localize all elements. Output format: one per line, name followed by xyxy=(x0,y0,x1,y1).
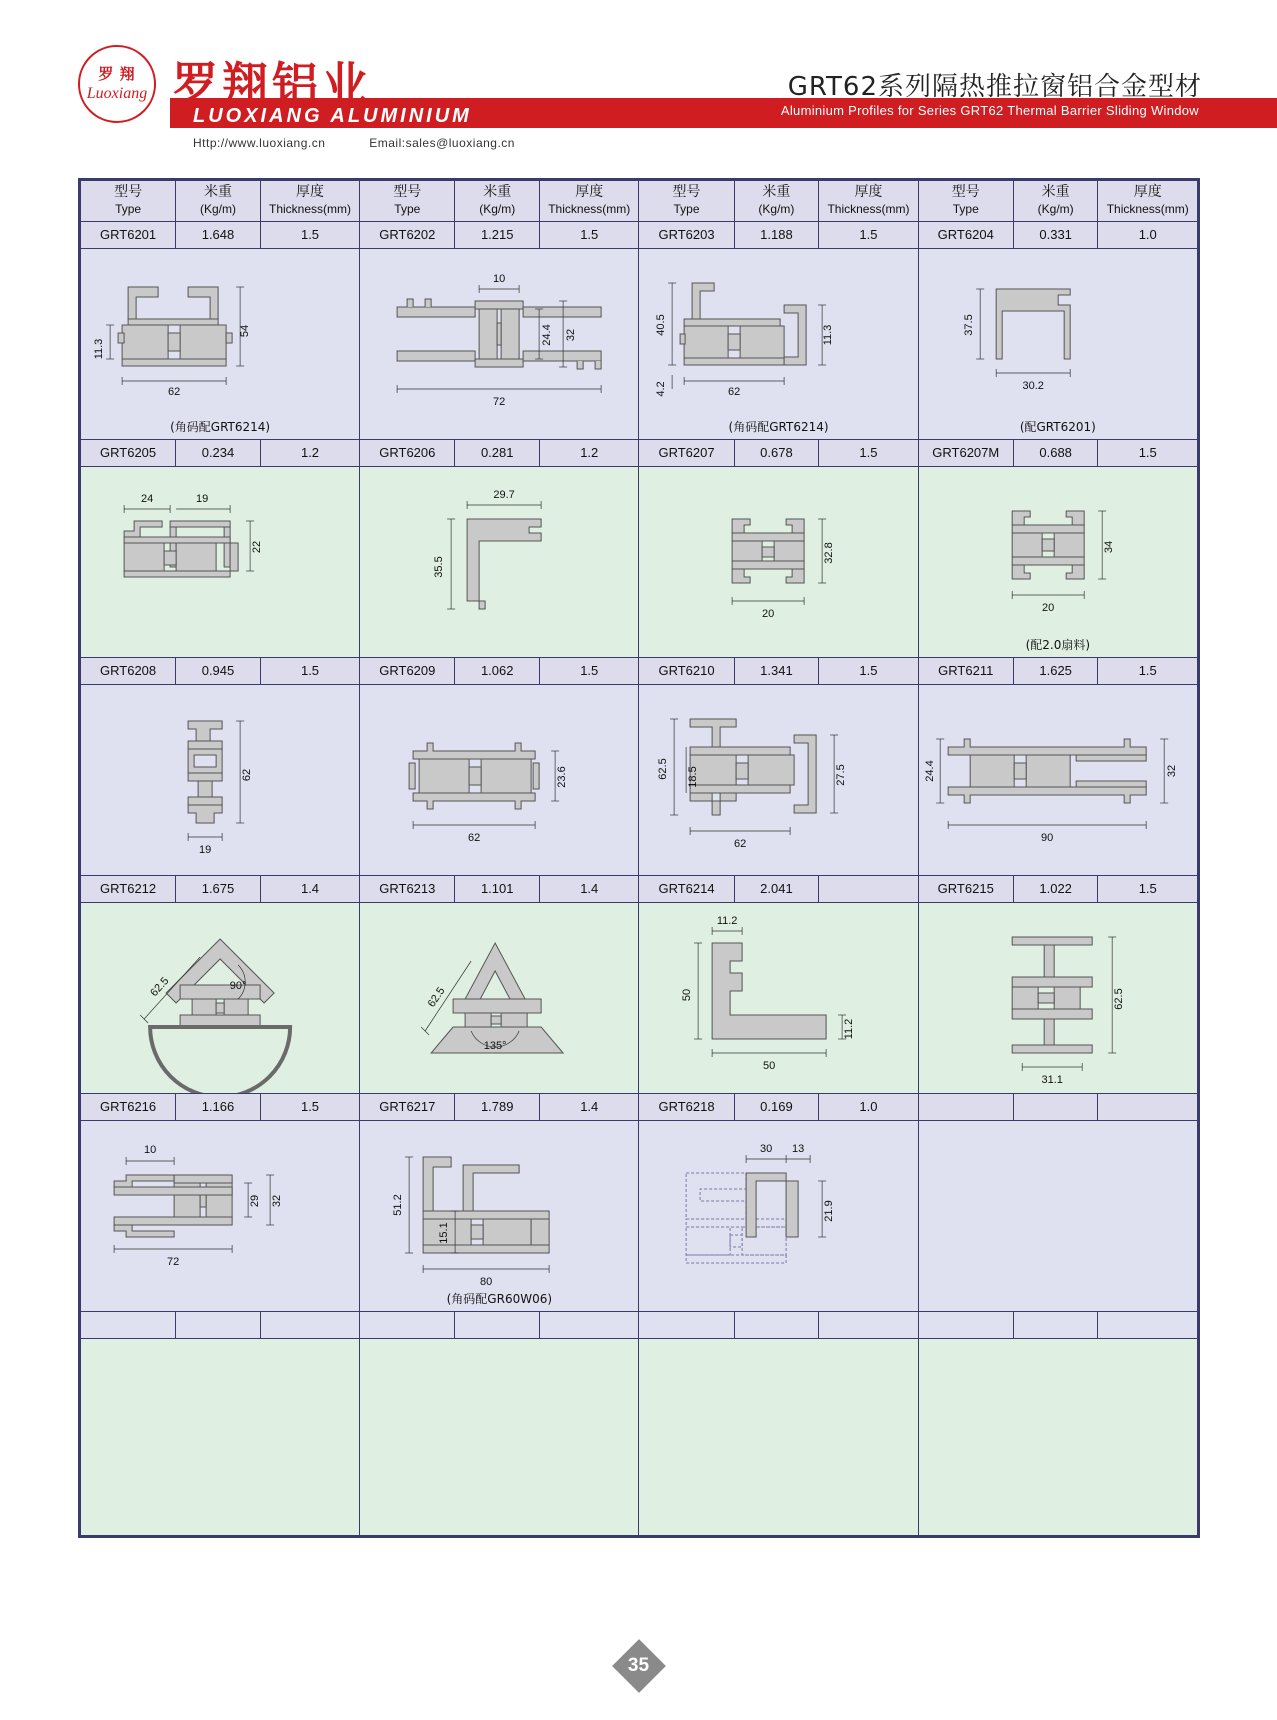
svg-text:90: 90 xyxy=(1040,831,1053,844)
svg-text:54: 54 xyxy=(239,324,252,337)
svg-text:19: 19 xyxy=(195,492,209,505)
header-type-en: Type xyxy=(115,201,142,216)
drawing-GRT6215 xyxy=(918,902,1197,1093)
svg-text:50: 50 xyxy=(763,1059,776,1072)
svg-text:62.5: 62.5 xyxy=(148,974,172,999)
svg-text:11.2: 11.2 xyxy=(717,914,738,927)
svg-text:51.2: 51.2 xyxy=(392,1193,405,1216)
cell-type-GRT6214: GRT6214 xyxy=(639,875,734,902)
company-name-en: LUOXIANG ALUMINIUM xyxy=(193,105,472,127)
svg-text:27.5: 27.5 xyxy=(835,763,848,786)
cell-thickness-GRT6205: 1.2 xyxy=(260,439,359,466)
blank-drawing-cell xyxy=(918,1338,1197,1535)
svg-text:62.5: 62.5 xyxy=(1112,987,1125,1010)
svg-text:18.5: 18.5 xyxy=(687,765,700,788)
svg-text:32: 32 xyxy=(565,328,578,341)
svg-text:10: 10 xyxy=(143,1143,157,1156)
header-thickness-cn: 厚度 xyxy=(296,184,324,200)
drawing-GRT6208 xyxy=(81,684,360,875)
cell-weight-GRT6203: 1.188 xyxy=(734,221,819,248)
svg-text:72: 72 xyxy=(166,1255,180,1268)
blank-cell xyxy=(1013,1311,1098,1338)
drawing-GRT6212 xyxy=(81,902,360,1093)
svg-text:62: 62 xyxy=(241,768,254,781)
svg-text:62.5: 62.5 xyxy=(657,757,670,780)
header-weight-4: 米重 (Kg/m) xyxy=(1013,181,1098,222)
cell-type-GRT6211: GRT6211 xyxy=(918,657,1013,684)
logo-text-block xyxy=(172,56,372,111)
note-GRT6207M: (配2.0扇料) xyxy=(1025,637,1091,652)
blank-cell xyxy=(734,1311,819,1338)
logo-seal-icon xyxy=(78,45,156,123)
cell-weight-GRT6218: 0.169 xyxy=(734,1093,819,1120)
cell-thickness-GRT6214 xyxy=(819,875,918,902)
cell-weight-GRT6211: 1.625 xyxy=(1013,657,1098,684)
svg-text:30: 30 xyxy=(760,1142,773,1155)
header-thickness-4: 厚度 Thickness(mm) xyxy=(1098,181,1198,222)
cell-weight-GRT6207M: 0.688 xyxy=(1013,439,1098,466)
cell-type-GRT6208: GRT6208 xyxy=(81,657,176,684)
blank-cell xyxy=(176,1311,261,1338)
blank-cell xyxy=(1098,1311,1198,1338)
svg-text:15.1: 15.1 xyxy=(438,1221,451,1244)
blank-cell xyxy=(540,1311,639,1338)
note-GRT6217: (角码配GR60W06) xyxy=(446,1291,553,1306)
blank-cell xyxy=(360,1311,455,1338)
header-type-1 xyxy=(81,181,176,222)
svg-text:29.7: 29.7 xyxy=(493,488,516,501)
svg-text:35.5: 35.5 xyxy=(433,555,446,578)
blank-drawing-cell xyxy=(81,1338,360,1535)
cell-type-GRT6216: GRT6216 xyxy=(81,1093,176,1120)
svg-text:62: 62 xyxy=(468,831,481,844)
cell-thickness-GRT6203: 1.5 xyxy=(819,221,918,248)
blank-drawing-cell xyxy=(639,1338,918,1535)
svg-text:31.1: 31.1 xyxy=(1041,1073,1063,1086)
cell-thickness-GRT6215: 1.5 xyxy=(1098,875,1198,902)
email-address: Email:sales@luoxiang.cn xyxy=(369,136,515,150)
svg-text:22: 22 xyxy=(251,540,264,553)
drawing-GRT6209 xyxy=(360,684,639,875)
svg-text:62: 62 xyxy=(728,385,741,398)
cell-thickness-GRT6202: 1.5 xyxy=(540,221,639,248)
drawing-row-5 xyxy=(81,1120,1198,1311)
cell-weight-GRT6209: 1.062 xyxy=(455,657,540,684)
page-number: 35 xyxy=(627,1655,650,1676)
cell-weight-GRT6214: 2.041 xyxy=(734,875,819,902)
header-type-2: 型号 Type xyxy=(360,181,455,222)
drawing-empty-1 xyxy=(918,1120,1197,1311)
header-type-4: 型号 Type xyxy=(918,181,1013,222)
drawing-GRT6213 xyxy=(360,902,639,1093)
cell-type-GRT6215: GRT6215 xyxy=(918,875,1013,902)
drawing-row-2 xyxy=(81,466,1198,657)
header-thickness-1 xyxy=(260,181,359,222)
cell-weight-GRT6212: 1.675 xyxy=(176,875,261,902)
cell-type-GRT6217: GRT6217 xyxy=(360,1093,455,1120)
cell-type-GRT6204: GRT6204 xyxy=(918,221,1013,248)
drawing-GRT6211 xyxy=(918,684,1197,875)
cell-thickness-GRT6207M: 1.5 xyxy=(1098,439,1198,466)
cell-weight-GRT6216: 1.166 xyxy=(176,1093,261,1120)
company-name-en-wrap xyxy=(193,103,472,128)
drawing-GRT6202 xyxy=(360,248,639,439)
drawing-GRT6207 xyxy=(639,466,918,657)
svg-text:50: 50 xyxy=(681,988,694,1001)
drawing-GRT6210 xyxy=(639,684,918,875)
note-GRT6201: (角码配GRT6214) xyxy=(170,419,271,434)
cell-thickness-GRT6211: 1.5 xyxy=(1098,657,1198,684)
note-GRT6204: (配GRT6201) xyxy=(1019,419,1096,434)
drawing-GRT6205 xyxy=(81,466,360,657)
cell-type-GRT6203: GRT6203 xyxy=(639,221,734,248)
header-thickness-en: Thickness(mm) xyxy=(269,201,352,216)
header-weight-1 xyxy=(176,181,261,222)
cell-type-GRT6209: GRT6209 xyxy=(360,657,455,684)
website-url: Http://www.luoxiang.cn xyxy=(193,136,326,150)
drawing-GRT6218 xyxy=(639,1120,918,1311)
blank-label-row xyxy=(81,1311,1198,1338)
seal-bottom-text: Luoxiang xyxy=(86,84,148,102)
cell-type-GRT6205: GRT6205 xyxy=(81,439,176,466)
svg-text:72: 72 xyxy=(493,395,506,408)
cell-type-GRT6207: GRT6207 xyxy=(639,439,734,466)
svg-text:19: 19 xyxy=(198,843,212,856)
cell-weight-GRT6213: 1.101 xyxy=(455,875,540,902)
blank-drawing-cell xyxy=(360,1338,639,1535)
cell-weight-GRT6205: 0.234 xyxy=(176,439,261,466)
page-title-cn: GRT62系列隔热推拉窗铝合金型材 xyxy=(787,72,1202,102)
svg-text:20: 20 xyxy=(762,607,775,620)
cell-thickness-GRT6213: 1.4 xyxy=(540,875,639,902)
svg-text:32: 32 xyxy=(1165,764,1178,777)
header-type-cn: 型号 xyxy=(114,184,143,200)
cell-weight-empty xyxy=(1013,1093,1098,1120)
svg-text:24.4: 24.4 xyxy=(541,323,554,346)
cell-thickness-GRT6209: 1.5 xyxy=(540,657,639,684)
svg-text:11.2: 11.2 xyxy=(843,1018,856,1039)
drawing-GRT6214 xyxy=(639,902,918,1093)
svg-text:29: 29 xyxy=(249,1194,262,1207)
svg-text:20: 20 xyxy=(1041,601,1054,614)
cell-weight-GRT6202: 1.215 xyxy=(455,221,540,248)
blank-drawing-row xyxy=(81,1338,1198,1535)
header-weight-en: (Kg/m) xyxy=(199,201,236,216)
cell-weight-GRT6204: 0.331 xyxy=(1013,221,1098,248)
cell-thickness-GRT6204: 1.0 xyxy=(1098,221,1198,248)
header-weight-3: 米重 (Kg/m) xyxy=(734,181,819,222)
cell-weight-GRT6217: 1.789 xyxy=(455,1093,540,1120)
svg-text:24: 24 xyxy=(140,492,154,505)
cell-thickness-empty xyxy=(1098,1093,1198,1120)
page-title-en: Aluminium Profiles for Series GRT62 Thermal Barrier Sliding Window xyxy=(780,103,1199,118)
svg-text:135°: 135° xyxy=(483,1039,507,1052)
svg-text:4.2: 4.2 xyxy=(655,380,668,397)
header-type-3: 型号 Type xyxy=(639,181,734,222)
blank-cell xyxy=(918,1311,1013,1338)
svg-text:13: 13 xyxy=(792,1142,805,1155)
header-weight-2: 米重 (Kg/m) xyxy=(455,181,540,222)
blank-cell xyxy=(81,1311,176,1338)
cell-type-GRT6207M: GRT6207M xyxy=(918,439,1013,466)
cell-weight-GRT6210: 1.341 xyxy=(734,657,819,684)
svg-text:37.5: 37.5 xyxy=(962,313,975,336)
header-thickness-2: 厚度 Thickness(mm) xyxy=(540,181,639,222)
contact-line xyxy=(193,136,555,150)
cell-thickness-GRT6207: 1.5 xyxy=(819,439,918,466)
svg-text:62: 62 xyxy=(167,385,181,398)
svg-text:34: 34 xyxy=(1102,540,1115,553)
cell-thickness-GRT6206: 1.2 xyxy=(540,439,639,466)
cell-thickness-GRT6210: 1.5 xyxy=(819,657,918,684)
svg-text:80: 80 xyxy=(480,1275,493,1288)
blank-cell xyxy=(455,1311,540,1338)
cell-thickness-GRT6217: 1.4 xyxy=(540,1093,639,1120)
svg-text:62: 62 xyxy=(734,837,747,850)
cell-thickness-GRT6212: 1.4 xyxy=(260,875,359,902)
blank-cell xyxy=(819,1311,918,1338)
seal-top-text: 罗 翔 xyxy=(98,65,136,83)
cell-type-GRT6210: GRT6210 xyxy=(639,657,734,684)
drawing-row-4 xyxy=(81,902,1198,1093)
svg-text:11.3: 11.3 xyxy=(822,324,835,345)
cell-type-GRT6212: GRT6212 xyxy=(81,875,176,902)
cell-type-GRT6202: GRT6202 xyxy=(360,221,455,248)
svg-text:32: 32 xyxy=(271,1194,284,1207)
label-row-1 xyxy=(81,221,1198,248)
header-thickness-3: 厚度 Thickness(mm) xyxy=(819,181,918,222)
cell-weight-GRT6207: 0.678 xyxy=(734,439,819,466)
cell-thickness-GRT6216: 1.5 xyxy=(260,1093,359,1120)
svg-text:30.2: 30.2 xyxy=(1022,379,1044,392)
blank-cell xyxy=(260,1311,359,1338)
svg-text:10: 10 xyxy=(493,272,506,285)
cell-weight-GRT6206: 0.281 xyxy=(455,439,540,466)
cell-thickness-GRT6218: 1.0 xyxy=(819,1093,918,1120)
svg-text:90°: 90° xyxy=(229,979,247,992)
header-weight-cn: 米重 xyxy=(203,184,232,200)
drawing-row-1 xyxy=(81,248,1198,439)
label-row-2 xyxy=(81,439,1198,466)
profile-table xyxy=(80,180,1198,1536)
label-row-4 xyxy=(81,875,1198,902)
cell-weight-GRT6208: 0.945 xyxy=(176,657,261,684)
drawing-GRT6207M xyxy=(918,466,1197,657)
label-row-5 xyxy=(81,1093,1198,1120)
cell-type-GRT6206: GRT6206 xyxy=(360,439,455,466)
drawing-GRT6206 xyxy=(360,466,639,657)
svg-text:32.8: 32.8 xyxy=(823,541,836,564)
cell-type-empty xyxy=(918,1093,1013,1120)
drawing-GRT6217 xyxy=(360,1120,639,1311)
svg-text:11.3: 11.3 xyxy=(93,338,106,359)
drawing-GRT6203 xyxy=(639,248,918,439)
svg-text:21.9: 21.9 xyxy=(823,1199,836,1222)
drawing-GRT6216 xyxy=(81,1120,360,1311)
drawing-GRT6204 xyxy=(918,248,1197,439)
cell-weight-GRT6215: 1.022 xyxy=(1013,875,1098,902)
cell-thickness-GRT6208: 1.5 xyxy=(260,657,359,684)
blank-cell xyxy=(639,1311,734,1338)
page-header xyxy=(0,0,1277,150)
cell-type-GRT6218: GRT6218 xyxy=(639,1093,734,1120)
cell-weight-GRT6201: 1.648 xyxy=(176,221,261,248)
svg-text:23.6: 23.6 xyxy=(556,765,569,788)
profile-table-sheet xyxy=(78,178,1200,1538)
note-GRT6203: (角码配GRT6214) xyxy=(728,419,829,434)
svg-text:24.4: 24.4 xyxy=(923,759,936,782)
cell-thickness-GRT6201: 1.5 xyxy=(260,221,359,248)
cell-type-GRT6213: GRT6213 xyxy=(360,875,455,902)
page-number-badge xyxy=(613,1640,665,1692)
drawing-GRT6201 xyxy=(81,248,360,439)
svg-text:40.5: 40.5 xyxy=(655,313,668,336)
drawing-row-3 xyxy=(81,684,1198,875)
table-header-row xyxy=(81,181,1198,222)
company-name-cn: 罗翔铝业 xyxy=(172,56,372,111)
svg-text:62.5: 62.5 xyxy=(425,984,448,1010)
label-row-3 xyxy=(81,657,1198,684)
cell-type-GRT6201: GRT6201 xyxy=(81,221,176,248)
